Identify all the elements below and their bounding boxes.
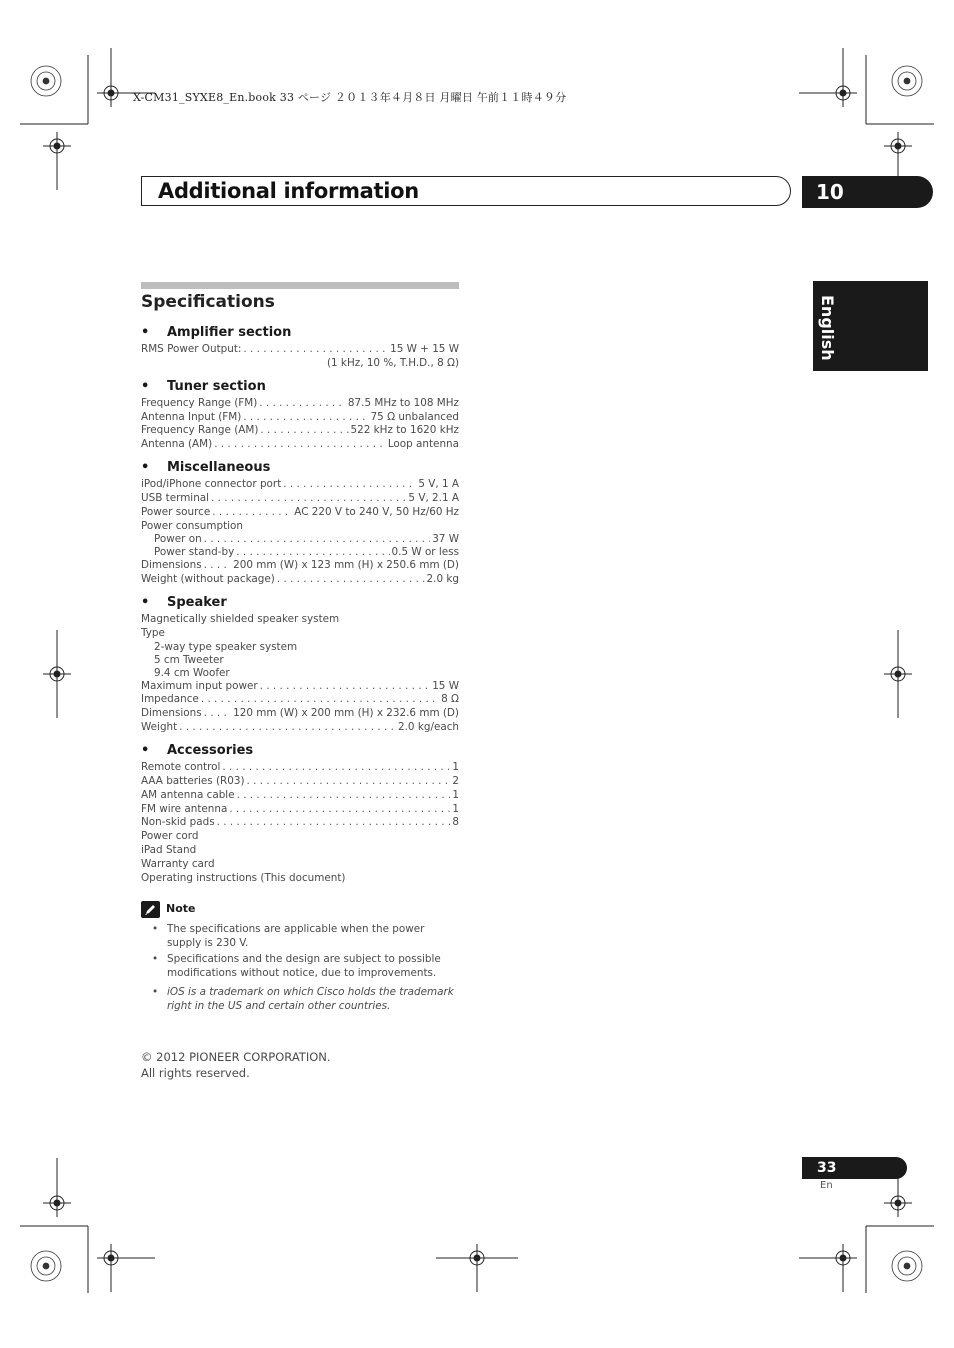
spec-row: Maximum input power . . . 15 W: [141, 679, 459, 693]
spec-row: RMS Power Output: . . . 15 W + 15 W: [141, 342, 459, 356]
spec-row: Non-skid pads . . . 8: [141, 815, 459, 829]
language-tab-label: English: [818, 295, 837, 361]
speaker-heading: • Speaker: [141, 595, 227, 610]
amplifier-heading: • Amplifier section: [141, 325, 292, 340]
chapter-title: Additional information: [158, 179, 419, 203]
spec-row: FM wire antenna . . . 1: [141, 802, 459, 816]
accessories-heading: • Accessories: [141, 743, 254, 758]
spec-row: Impedance . . . 8 Ω: [141, 692, 459, 706]
spec-row: USB terminal . . . 5 V, 2.1 A: [141, 491, 459, 505]
copyright: [141, 1049, 331, 1081]
spec-row: Power on . . . 37 W: [154, 532, 459, 546]
spec-label: 9.4 cm Woofer: [154, 667, 230, 679]
spec-row: Remote control . . . 1: [141, 760, 459, 774]
misc-heading: • Miscellaneous: [141, 460, 271, 475]
spec-row: Frequency Range (FM) . . . 87.5 MHz to 108 MHz: [141, 396, 459, 410]
language-tab: [813, 281, 928, 371]
spec-label: Type: [141, 627, 165, 639]
spec-label: 2-way type speaker system: [154, 641, 298, 653]
section-heading: Specifications: [141, 292, 275, 312]
spec-label: Warranty card: [141, 858, 215, 870]
spec-row: Power source . . . AC 220 V to 240 V, 50 Hz/60 Hz: [141, 505, 459, 519]
spec-row: Power stand-by . . . 0.5 W or less: [154, 545, 459, 559]
spec-row: Weight . . . 2.0 kg/each: [141, 720, 459, 734]
chapter-number: 10: [802, 176, 933, 208]
spec-row: Antenna Input (FM) . . . 75 Ω unbalanced: [141, 410, 459, 424]
spec-row: Weight (without package) . . . 2.0 kg: [141, 572, 459, 586]
page-language: En: [820, 1180, 833, 1191]
spec-label: Magnetically shielded speaker system: [141, 613, 340, 625]
spec-row: Dimensions . . . 120 mm (W) x 200 mm (H) x 232.6 mm (D): [141, 706, 459, 720]
note-label: Note: [166, 902, 196, 915]
note-pencil-icon: [141, 901, 160, 918]
section-rule: [141, 282, 459, 289]
spec-row: iPod/iPhone connector port . . . 5 V, 1 A: [141, 477, 459, 491]
note-item: • Specifications and the design are subject to possible modifications without notice, due to improvements.: [152, 953, 441, 979]
note-item: • The specifications are applicable when the power supply is 230 V.: [152, 923, 425, 949]
copyright-line: © 2012 PIONEER CORPORATION.: [141, 1050, 331, 1064]
spec-row: Frequency Range (AM) . . . 522 kHz to 1620 kHz: [141, 423, 459, 437]
spec-row: AAA batteries (R03) . . . 2: [141, 774, 459, 788]
spec-row: Dimensions . . . 200 mm (W) x 123 mm (H) x 250.6 mm (D): [141, 558, 459, 572]
spec-row: AM antenna cable . . . 1: [141, 788, 459, 802]
spec-label: Operating instructions (This document): [141, 872, 346, 884]
note-item: • iOS is a trademark on which Cisco holds the trademark right in the US and certain other countries.: [152, 986, 454, 1012]
spec-label: iPad Stand: [141, 844, 197, 856]
spec-label: Power cord: [141, 830, 199, 842]
page-number: 33: [802, 1157, 907, 1179]
tuner-heading: • Tuner section: [141, 379, 266, 394]
copyright-line: All rights reserved.: [141, 1066, 250, 1080]
spec-note: (1 kHz, 10 %, T.H.D., 8 Ω): [326, 357, 459, 369]
spec-label: 5 cm Tweeter: [154, 654, 224, 666]
spec-row: Antenna (AM) . . . Loop antenna: [141, 437, 459, 451]
spec-label: Power consumption: [141, 520, 243, 532]
print-header: X-CM31_SYXE8_En.book 33 ページ ２０１３年４月８日 月曜日 午前１１時４９分: [133, 91, 567, 104]
